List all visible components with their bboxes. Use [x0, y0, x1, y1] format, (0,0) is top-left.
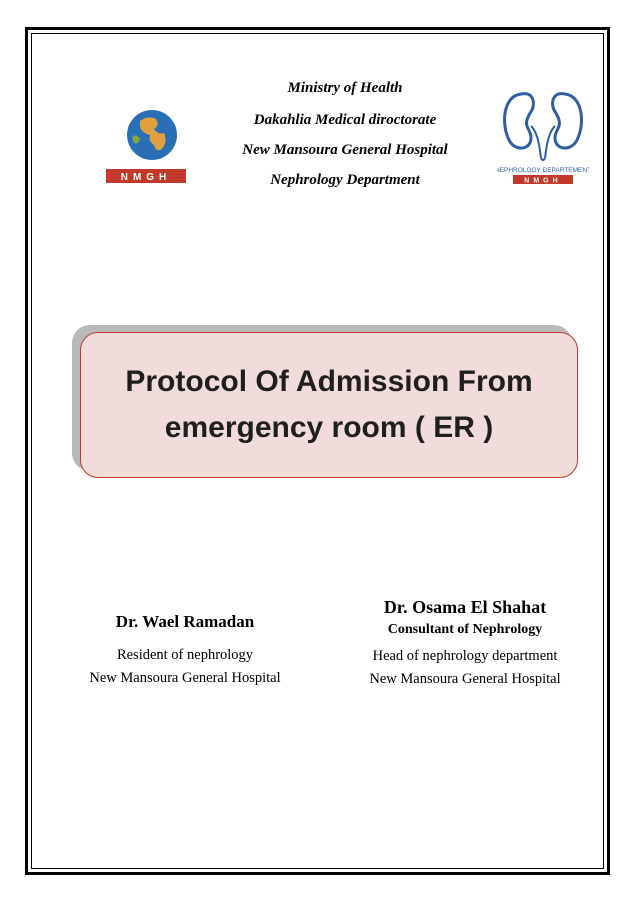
nephrology-caption: NEPHROLOGY DEPARTEMENT: [497, 167, 589, 174]
consultant-name: Dr. Osama El Shahat: [383, 597, 547, 617]
kidney-icon: [497, 86, 589, 186]
hospital-line: New Mansoura General Hospital: [242, 142, 448, 158]
resident-role: Resident of nephrology: [116, 647, 254, 663]
consultant-role: Head of nephrology department: [372, 648, 558, 664]
directorate-line: Dakahlia Medical diroctorate: [253, 112, 437, 128]
title-box: [80, 332, 578, 478]
nephrology-department-logo: [497, 86, 589, 186]
resident-author-block: [70, 612, 300, 690]
resident-name: Dr. Wael Ramadan: [115, 612, 255, 631]
consultant-hospital: New Mansoura General Hospital: [369, 671, 561, 687]
resident-hospital: New Mansoura General Hospital: [89, 670, 281, 686]
department-line: Nephrology Department: [270, 172, 420, 188]
kidney-logo-text: NMGH: [524, 177, 562, 185]
title-line-1: Protocol Of Admission From: [125, 365, 533, 398]
nmgh-logo-text: NMGH: [120, 172, 172, 183]
ministry-line: Ministry of Health: [287, 80, 403, 96]
title-line-2: emergency room ( ER ): [164, 411, 494, 444]
nmgh-hospital-logo: [104, 95, 188, 187]
globe-crescent-icon: [104, 95, 188, 187]
consultant-author-block: [345, 597, 585, 691]
consultant-title: Consultant of Nephrology: [387, 622, 543, 637]
